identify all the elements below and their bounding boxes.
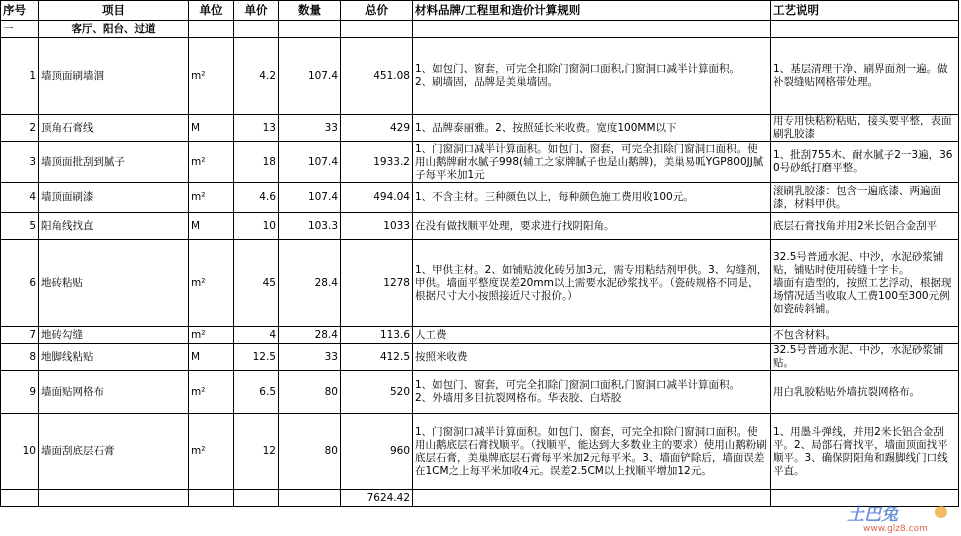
row-unit: M (189, 344, 234, 371)
row-price: 6.5 (234, 371, 279, 414)
row-qty: 103.3 (279, 213, 341, 240)
row-price: 13 (234, 115, 279, 142)
row-price: 12 (234, 414, 279, 490)
row-process: 用专用快粘粉粘贴，接头要平整，表面刷乳胶漆 (771, 115, 959, 142)
row-item: 墙顶面刷墙涸 (39, 38, 189, 115)
table-row (1, 213, 959, 240)
row-seq: 10 (1, 414, 39, 490)
row-seq: 4 (1, 183, 39, 213)
header-unit: 单位 (189, 1, 234, 21)
row-process: 32.5号普通水泥、中沙，水泥砂浆铺贴，铺贴时使用砖缝十字卡。 墙面有造型的，按照工艺浮动，根据现场情况适当收取人工费100至300元例如瓷砖斜铺。 (771, 240, 959, 327)
table-row (1, 38, 959, 115)
row-price: 10 (234, 213, 279, 240)
table-row (1, 183, 959, 213)
row-qty: 33 (279, 344, 341, 371)
header-process: 工艺说明 (771, 1, 959, 21)
row-total: 429 (341, 115, 413, 142)
row-seq: 2 (1, 115, 39, 142)
row-total: 960 (341, 414, 413, 490)
row-process: 1、基层清理干净、刷界面剂一遍。做补裂缝贴网格带处理。 (771, 38, 959, 115)
row-rule: 1、门窗洞口减半计算面积。如包门、窗套，可完全扣除门窗洞口面积。使用山鹅牌耐水腻子998(辅工之家牌腻子也是山鹅牌)，美巢易呱YGP800JJ腻子每平米加1元 (413, 142, 771, 183)
table-row (1, 142, 959, 183)
row-seq: 7 (1, 327, 39, 344)
row-item: 墙顶面批刮到腻子 (39, 142, 189, 183)
row-rule: 1、甲供主材。2、如铺贴波化砖另加3元，需专用粘结剂甲供。3、勾缝剂，甲供。墙面平整度误差20mm以上需要水泥砂浆找平。（瓷砖规格不同是，根据尺寸大小按照接近尺寸报价。） (413, 240, 771, 327)
row-rule: 按照米收费 (413, 344, 771, 371)
row-rule: 1、不含主材。三种颜色以上，每种颜色施工费用收100元。 (413, 183, 771, 213)
row-total: 451.08 (341, 38, 413, 115)
row-unit: m² (189, 142, 234, 183)
row-item: 顶角石膏线 (39, 115, 189, 142)
header-seq: 序号 (1, 1, 39, 21)
row-price: 45 (234, 240, 279, 327)
row-process: 底层石膏找角并用2米长铝合金刮平 (771, 213, 959, 240)
table-row (1, 371, 959, 414)
section-title: 客厅、阳台、过道 (39, 21, 189, 38)
row-item: 墙面刮底层石膏 (39, 414, 189, 490)
row-process: 1、用墨斗弹线，并用2米长铝合金刮平。2、局部石膏找平，墙面顶面找平顺平。3、确保阴阳角和踢脚线门口线平直。 (771, 414, 959, 490)
row-total: 412.5 (341, 344, 413, 371)
row-seq: 9 (1, 371, 39, 414)
section-row (1, 21, 959, 38)
row-qty: 80 (279, 414, 341, 490)
header-rule: 材料品牌/工程里和造价计算规则 (413, 1, 771, 21)
row-total: 113.6 (341, 327, 413, 344)
total-row (1, 490, 959, 507)
section-seq: 一 (1, 21, 39, 38)
row-rule: 1、如包门、窗套，可完全扣除门窗洞口面积,门窗洞口减半计算面积。 2、外墙用多目抗裂网格布。华表胶、白塔胶 (413, 371, 771, 414)
row-seq: 8 (1, 344, 39, 371)
table-row (1, 414, 959, 490)
sum-total: 7624.42 (341, 490, 413, 507)
row-price: 4 (234, 327, 279, 344)
row-unit: m² (189, 183, 234, 213)
row-rule: 1、如包门、窗套，可完全扣除门窗洞口面积,门窗洞口减半计算面积。 2、刷墙固，品牌是美巢墙固。 (413, 38, 771, 115)
table-row (1, 327, 959, 344)
header-price: 单价 (234, 1, 279, 21)
row-qty: 28.4 (279, 240, 341, 327)
row-unit: m² (189, 414, 234, 490)
row-rule: 1、品牌泰丽雅。2、按照延长米收费。宽度100MM以下 (413, 115, 771, 142)
row-item: 地脚线粘贴 (39, 344, 189, 371)
row-item: 墙面贴网格布 (39, 371, 189, 414)
row-price: 4.6 (234, 183, 279, 213)
header-qty: 数量 (279, 1, 341, 21)
row-unit: m² (189, 371, 234, 414)
row-seq: 1 (1, 38, 39, 115)
row-qty: 33 (279, 115, 341, 142)
row-seq: 3 (1, 142, 39, 183)
row-qty: 28.4 (279, 327, 341, 344)
row-rule: 人工费 (413, 327, 771, 344)
row-item: 地砖勾缝 (39, 327, 189, 344)
header-row (1, 1, 959, 21)
row-unit: m² (189, 327, 234, 344)
table-row (1, 115, 959, 142)
row-qty: 107.4 (279, 183, 341, 213)
row-rule: 1、门窗洞口减半计算面积。如包门、窗套，可完全扣除门窗洞口面积。使用山鹅底层石膏找顺平。（找顺平，能达到大多数业主的要求）使用山鹅粉刷底层石膏，美巢牌底层石膏每平米加2元每平米。3、墙面铲除后，墙面误差在1CM之上每平米加收4元。误差2.5CM以上找顺平增加12元。 (413, 414, 771, 490)
watermark-text: 土巴兔 (847, 505, 898, 525)
row-price: 18 (234, 142, 279, 183)
table-row (1, 240, 959, 327)
row-process: 1、批刮755木、耐水腻子2一3遍，360号砂纸打磨平整。 (771, 142, 959, 183)
watermark-url: www.glz8.com (863, 524, 928, 534)
row-total: 1033 (341, 213, 413, 240)
row-unit: m² (189, 240, 234, 327)
row-unit: m² (189, 38, 234, 115)
row-price: 12.5 (234, 344, 279, 371)
row-seq: 6 (1, 240, 39, 327)
row-unit: M (189, 213, 234, 240)
row-total: 494.04 (341, 183, 413, 213)
row-qty: 107.4 (279, 142, 341, 183)
row-price: 4.2 (234, 38, 279, 115)
row-total: 520 (341, 371, 413, 414)
header-total: 总价 (341, 1, 413, 21)
header-item: 项目 (39, 1, 189, 21)
row-seq: 5 (1, 213, 39, 240)
row-process: 用白乳胶粘贴外墙抗裂网格布。 (771, 371, 959, 414)
row-total: 1933.2 (341, 142, 413, 183)
row-qty: 107.4 (279, 38, 341, 115)
row-process: 32.5号普通水泥、中沙，水泥砂浆铺贴。 (771, 344, 959, 371)
row-process: 不包含材料。 (771, 327, 959, 344)
table-row (1, 344, 959, 371)
row-total: 1278 (341, 240, 413, 327)
row-item: 墙顶面刷漆 (39, 183, 189, 213)
row-qty: 80 (279, 371, 341, 414)
row-unit: M (189, 115, 234, 142)
row-item: 阳角线找直 (39, 213, 189, 240)
row-item: 地砖粘贴 (39, 240, 189, 327)
row-rule: 在没有做找顺平处理，要求进行找阴阳角。 (413, 213, 771, 240)
row-process: 滚刷乳胶漆：包含一遍底漆、两遍面漆，材料甲供。 (771, 183, 959, 213)
